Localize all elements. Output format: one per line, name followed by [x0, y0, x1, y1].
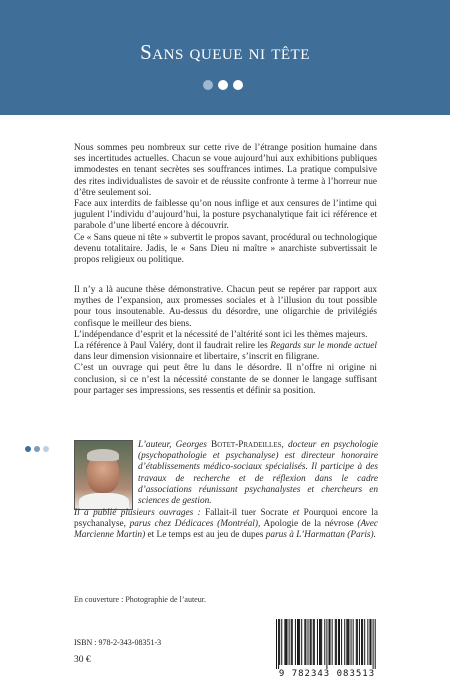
dot-icon	[203, 80, 213, 90]
blurb-paragraph-valery: La référence à Paul Valéry, dont il faudrait relire les Regards sur le monde actuel dans leur dimension visionnaire et libertaire, s’inscrit en filigrane.	[74, 341, 377, 363]
header-dots	[203, 80, 243, 90]
dot-icon	[233, 80, 243, 90]
blurb-part-1	[74, 143, 377, 266]
blurb-paragraph: Ce « Sans queue ni tête » subvertit le propos savant, procédural ou technologique devenu totalitaire. Jadis, le « Sans Dieu ni maître » anarchiste subvertissait le propos religieux ou politique.	[74, 232, 377, 266]
blurb-part-2	[74, 285, 377, 397]
dot-icon	[34, 446, 40, 452]
dot-icon	[218, 80, 228, 90]
dot-icon	[43, 446, 49, 452]
author-photo	[74, 440, 133, 510]
blurb-paragraph: L’indépendance d’esprit et la nécessité de l’altérité sont ici les thèmes majeurs.	[74, 329, 368, 340]
author-bio: L’auteur, Georges Botet-Pradeilles, docteur en psychologie (psychopathologie et psychanalyse) est directeur honoraire d’établissements médico-sociaux spécialisés. Il participe à des travaux de recherche et de réflexion dans le cadre d’associations réunissant psychanalystes et chercheurs en sciences de gestion.	[138, 440, 378, 507]
isbn: ISBN : 978-2-343-08351-3	[74, 638, 162, 647]
blurb-paragraph: Il n’y a là aucune thèse démonstrative. Chacun peut se repérer par rapport aux mythes de l’expansion, aux promesses sociales et à l’illusion du tout possible pour tous insoutenable. Au-dessus du désordre, une oligarchie de privilégiés confisque le meilleur des biens.	[74, 285, 377, 329]
barcode-icon	[274, 619, 380, 669]
price: 30 €	[74, 655, 91, 665]
blurb-paragraph: C’est un ouvrage qui peut être lu dans le désordre. Il n’offre ni origine ni conclusion, si ce n’est la nécessité constante de se donner le langage suffisant pour partager ses impressions, ses ressentis et définir sa position.	[74, 363, 377, 396]
blurb-paragraph: Face aux interdits de faiblesse qu’on nous inflige et aux censures de l’intime qui jugulent l’individu d’aujourd’hui, la posture psychanalytique fait ici référence et parabole d’une liberté encore à découvrir.	[74, 199, 377, 232]
author-works: Il a publié plusieurs ouvrages : Fallait-il tuer Socrate et Pourquoi encore la psychanalyse, parus chez Dédicaces (Montréal), Apologie de la névrose (Avec Marcienne Martin) et Le temps est au jeu de dupes parus à L’Harmattan (Paris).	[74, 508, 379, 541]
cover-photo-credit: En couverture : Photographie de l’auteur.	[74, 595, 206, 604]
barcode-digits: 9 782343 083513	[278, 669, 376, 679]
barcode	[268, 615, 386, 683]
blurb-paragraph: Nous sommes peu nombreux sur cette rive de l’étrange position humaine dans ses incertitudes actuelles. Chacun se voue aujourd’hui aux exhibitions publiques immodestes en tenant secrètes ses souffrances intimes. La pratique compulsive des rites individualistes de savoir et de réussite confronte à terme à l’horreur nue d’être seulement soi.	[74, 143, 377, 198]
book-title: Sans queue ni tête	[140, 40, 310, 64]
section-dots	[25, 446, 49, 452]
dot-icon	[25, 446, 31, 452]
